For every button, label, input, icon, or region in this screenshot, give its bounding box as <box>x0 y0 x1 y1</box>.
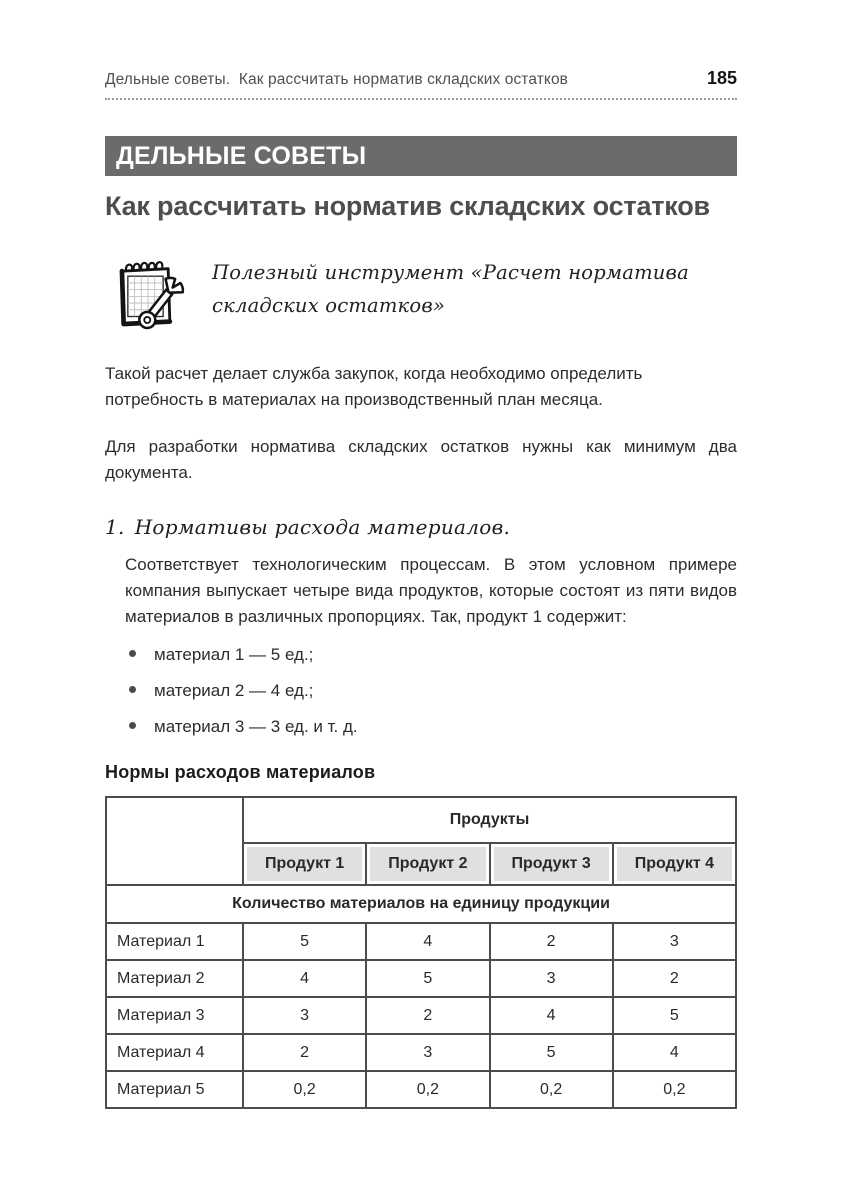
cell-value: 0,2 <box>243 1071 366 1108</box>
paragraph-1: Такой расчет делает служба закупок, когда необходимо определить потребность в материалах на производственный план месяца. <box>105 364 643 409</box>
span-header: Количество материалов на единицу продукции <box>106 885 736 923</box>
page-number: 185 <box>706 68 737 88</box>
list-item-text: материал 1 — 5 ед.; <box>154 645 314 664</box>
row-label: Материал 4 <box>106 1034 243 1071</box>
numbered-item-1-title: Нормативы расхода материалов. <box>134 515 511 539</box>
numbered-item-1-number: 1. <box>105 515 125 539</box>
group-header-products: Продукты <box>243 797 736 843</box>
row-label: Материал 5 <box>106 1071 243 1108</box>
corner-cell <box>106 797 243 885</box>
col-header-product-4: Продукт 4 <box>613 843 736 885</box>
cell-value: 4 <box>613 1034 736 1071</box>
list-item <box>127 644 737 666</box>
notepad-wrench-icon <box>106 251 190 340</box>
cell-value: 2 <box>490 923 613 960</box>
cell-value: 3 <box>490 960 613 997</box>
table-span-header-row <box>106 885 736 923</box>
cell-value: 2 <box>366 997 489 1034</box>
cell-value: 3 <box>243 997 366 1034</box>
numbered-item-1-body: Соответствует технологическим процессам. В этом условном примере компания выпускает четыре вида продуктов, которые состоят из пяти видов материалов в различных пропорциях. Так, продукт 1 содержит: <box>125 555 737 626</box>
col-header-product-2: Продукт 2 <box>366 843 489 885</box>
list-item <box>127 680 737 702</box>
table-row <box>106 923 736 960</box>
bullet-icon <box>129 686 136 693</box>
bullet-icon <box>129 722 136 729</box>
cell-value: 3 <box>613 923 736 960</box>
table-row <box>106 1071 736 1108</box>
col-header-product-3: Продукт 3 <box>490 843 613 885</box>
tool-callout <box>105 251 737 340</box>
list-item <box>127 716 737 738</box>
materials-bullet-list <box>127 644 737 738</box>
table-row <box>106 960 736 997</box>
cell-value: 2 <box>613 960 736 997</box>
table-row <box>106 997 736 1034</box>
cell-value: 2 <box>243 1034 366 1071</box>
cell-value: 0,2 <box>613 1071 736 1108</box>
cell-value: 4 <box>490 997 613 1034</box>
paragraph-2: Для разработки норматива складских остатков нужны как минимум два документа. <box>105 437 737 482</box>
cell-value: 4 <box>366 923 489 960</box>
cell-value: 5 <box>366 960 489 997</box>
cell-value: 3 <box>366 1034 489 1071</box>
running-head-title: Дельные советы. Как рассчитать норматив складских остатков <box>105 71 569 88</box>
row-label: Материал 1 <box>106 923 243 960</box>
list-item-text: материал 2 — 4 ед.; <box>154 681 314 700</box>
page-title: Как рассчитать норматив складских остатков <box>105 191 710 221</box>
cell-value: 0,2 <box>490 1071 613 1108</box>
cell-value: 5 <box>613 997 736 1034</box>
table-title: Нормы расходов материалов <box>105 762 376 782</box>
cell-value: 5 <box>490 1034 613 1071</box>
list-item-text: материал 3 — 3 ед. и т. д. <box>154 717 358 736</box>
section-banner: ДЕЛЬНЫЕ СОВЕТЫ <box>105 136 737 176</box>
row-label: Материал 3 <box>106 997 243 1034</box>
col-header-product-1: Продукт 1 <box>243 843 366 885</box>
numbered-item-1 <box>105 515 737 539</box>
materials-consumption-table <box>105 796 737 1109</box>
table-row <box>106 1034 736 1071</box>
bullet-icon <box>129 650 136 657</box>
row-label: Материал 2 <box>106 960 243 997</box>
cell-value: 0,2 <box>366 1071 489 1108</box>
cell-value: 5 <box>243 923 366 960</box>
running-head <box>105 0 737 100</box>
cell-value: 4 <box>243 960 366 997</box>
tool-callout-text: Полезный инструмент «Расчет норматива складских остатков» <box>212 261 689 317</box>
table-group-header-row <box>106 797 736 843</box>
